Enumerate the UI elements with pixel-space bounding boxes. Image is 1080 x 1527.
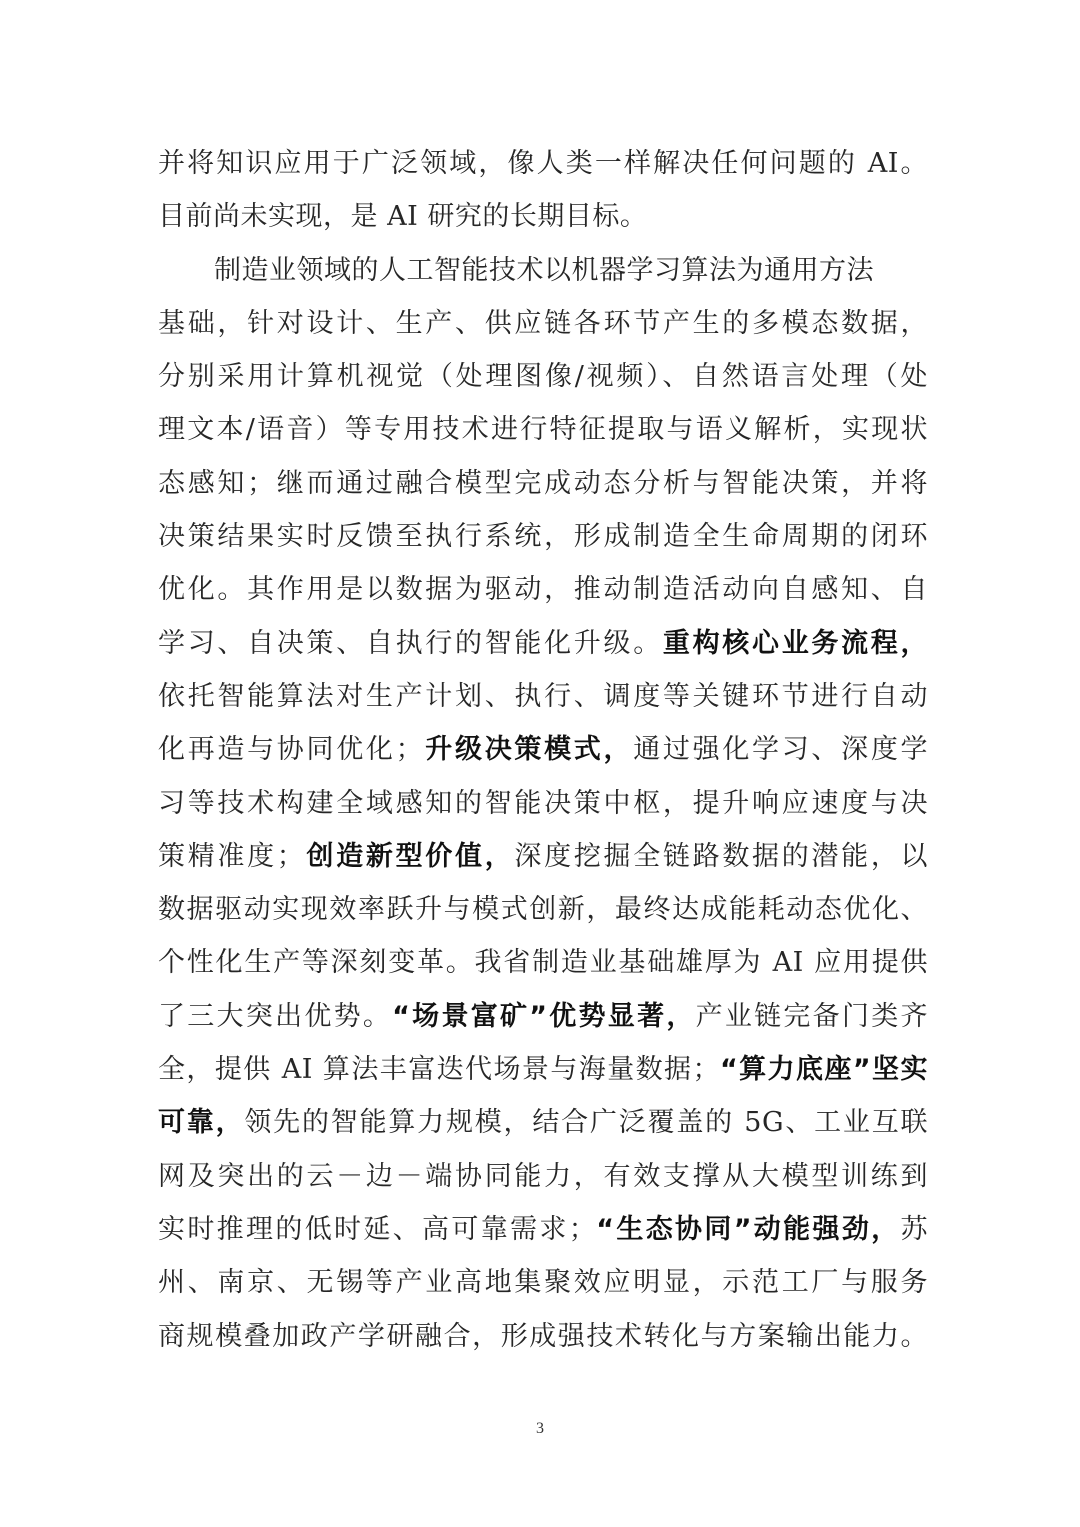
text-segment: 化再造与协同优化； xyxy=(158,734,424,766)
text-segment: 网及突出的云－边－端协同能力，有效支撑从大模型训练到 xyxy=(158,1160,928,1192)
text-segment: 优化。其作用是以数据为驱动，推动制造活动向自感知、自 xyxy=(158,574,928,606)
text-line xyxy=(158,1043,928,1096)
text-line xyxy=(158,990,928,1043)
text-segment: 了三大突出优势。 xyxy=(158,1000,393,1032)
text-segment: 理文本/语音）等专用技术进行特征提取与语义解析，实现状 xyxy=(158,414,928,446)
text-segment: 个性化生产等深刻变革。我省制造业基础雄厚为 AI 应用提供 xyxy=(158,947,928,979)
bold-heading-phrase: 可靠， xyxy=(158,1107,245,1139)
text-line xyxy=(158,883,928,936)
text-segment: 商规模叠加政产学研融合，形成强技术转化与方案输出能力。 xyxy=(158,1320,928,1352)
text-line xyxy=(158,670,928,723)
document-body xyxy=(158,137,928,1363)
text-segment: 分别采用计算机视觉（处理图像/视频）、自然语言处理（处 xyxy=(158,361,928,393)
text-line xyxy=(158,350,928,403)
text-line xyxy=(158,137,928,190)
text-line xyxy=(158,1150,928,1203)
bold-heading-phrase: 创造新型价值， xyxy=(304,840,515,872)
text-line xyxy=(158,297,928,350)
text-segment: 目前尚未实现，是 AI 研究的长期目标。 xyxy=(158,201,648,233)
text-segment: 全，提供 AI 算法丰富迭代场景与海量数据； xyxy=(158,1054,720,1086)
text-segment: 实时推理的低时延、高可靠需求； xyxy=(158,1213,597,1245)
bold-heading-phrase: 重构核心业务流程， xyxy=(662,627,929,659)
text-segment: 并将知识应用于广泛领域，像人类一样解决任何问题的 AI。 xyxy=(158,148,928,179)
text-segment: 学习、自决策、自执行的智能化升级。 xyxy=(158,627,663,659)
text-segment: 产业链完备门类齐 xyxy=(695,1000,928,1032)
text-line xyxy=(158,1310,928,1363)
text-segment: 基础，针对设计、生产、供应链各环节产生的多模态数据， xyxy=(158,307,928,339)
text-segment: 通过强化学习、深度学 xyxy=(633,734,929,766)
text-line xyxy=(158,244,928,297)
bold-heading-phrase: “场景富矿”优势显著， xyxy=(392,1000,696,1032)
text-line xyxy=(158,563,928,616)
text-line xyxy=(158,403,928,456)
text-segment: 深度挖掘全链路数据的潜能，以 xyxy=(514,840,929,872)
bold-heading-phrase: “生态协同”动能强劲， xyxy=(596,1213,901,1245)
text-line xyxy=(158,777,928,830)
text-segment: 领先的智能算力规模，结合广泛覆盖的 5G、工业互联 xyxy=(244,1107,929,1139)
bold-heading-phrase: 升级决策模式， xyxy=(423,734,634,766)
text-line xyxy=(158,190,928,243)
text-line xyxy=(158,1096,928,1149)
text-segment: 数据驱动实现效率跃升与模式创新，最终达成能耗动态优化、 xyxy=(158,894,928,926)
text-line xyxy=(158,457,928,510)
bold-heading-phrase: “算力底座”坚实 xyxy=(719,1054,928,1086)
text-segment: 苏 xyxy=(900,1213,928,1245)
text-segment: 决策结果实时反馈至执行系统，形成制造全生命周期的闭环 xyxy=(158,521,928,553)
text-line xyxy=(158,830,928,883)
text-line xyxy=(158,936,928,989)
text-segment: 依托智能算法对生产计划、执行、调度等关键环节进行自动 xyxy=(158,680,928,712)
text-line xyxy=(158,617,928,670)
page-number: 3 xyxy=(536,1420,544,1437)
text-line xyxy=(158,1256,928,1309)
text-line xyxy=(158,510,928,563)
text-segment: 制造业领域的人工智能技术以机器学习算法为通用方法 xyxy=(214,254,874,286)
text-segment: 态感知；继而通过融合模型完成动态分析与智能决策，并将 xyxy=(158,467,928,499)
text-segment: 州、南京、无锡等产业高地集聚效应明显，示范工厂与服务 xyxy=(158,1267,928,1299)
text-segment: 习等技术构建全域感知的智能决策中枢，提升响应速度与决 xyxy=(158,787,928,819)
text-line xyxy=(158,723,928,776)
text-segment: 策精准度； xyxy=(158,840,305,872)
text-line xyxy=(158,1203,928,1256)
